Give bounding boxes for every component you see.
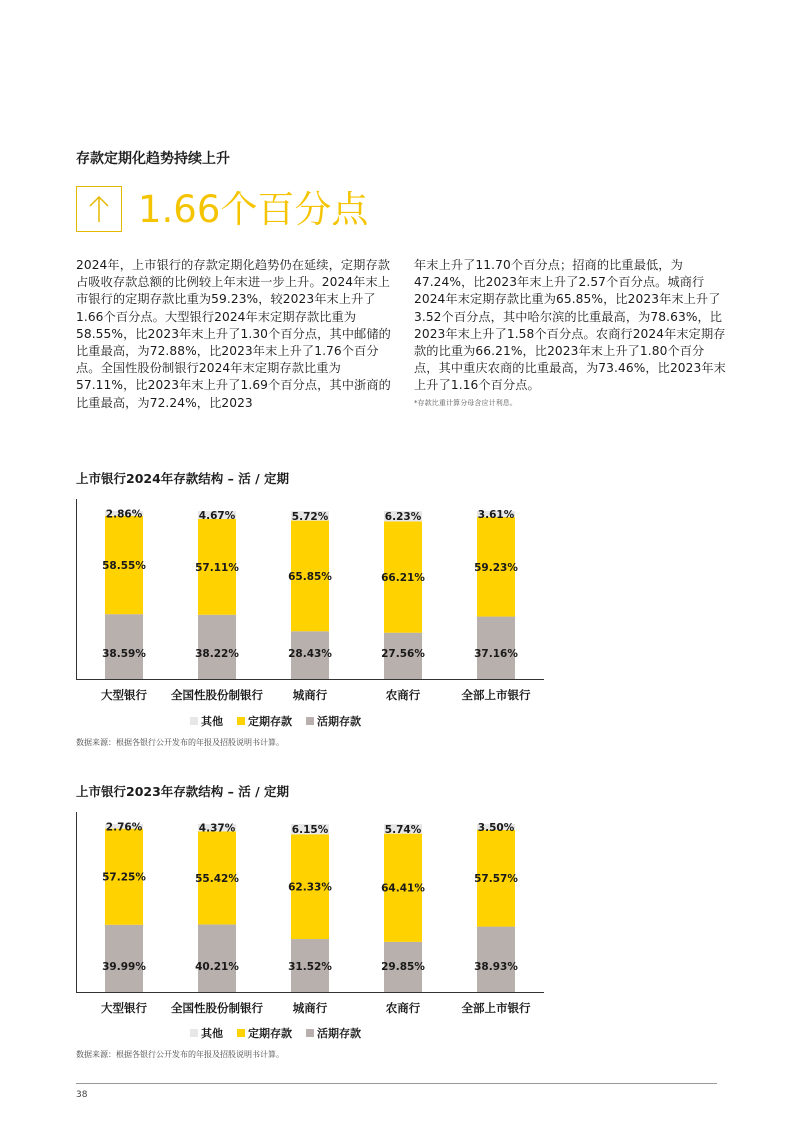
data-label: 40.21% [195,961,239,973]
data-label: 38.22% [195,648,239,660]
bar-segment [477,927,515,992]
data-label: 4.37% [198,822,236,835]
data-label: 55.42% [195,872,239,885]
legend-label: 其他 [201,1027,223,1040]
data-label: 3.61% [477,509,515,522]
legend-item-other [190,713,223,729]
data-label: 64.41% [381,882,425,895]
paragraph-left: 2024年，上市银行的存款定期化趋势仍在延续，定期存款占吸收存款总额的比例较上年末进一步上升。2024年末上市银行的定期存款比重为59.23%，较2023年末上升了1.66个百分点。大型银行2024年末定期存款比重为58.55%，比2023年末上升了1.30个百分点，其中邮储的比重最高，为72.88%，比2023年末上升了1.76个百分点。全国性股份制银行2024年末定期存款比重为57.11%，比2023年末上升了1.69个百分点，其中浙商的比重最高，为72.24%，比2023 [76,258,391,410]
data-label: 39.99% [102,961,146,973]
x-tick-label: 城商行 [292,688,328,702]
chart-2023-svg [76,810,546,1022]
x-tick-label: 全国性股份制银行 [171,688,263,702]
data-label: 29.85% [381,961,425,973]
paragraph-right: 年末上升了11.70个百分点；招商的比重最低，为47.24%，比2023年末上升了2.57个百分点。城商行2024年末定期存款比重为65.85%，比2023年末上升了3.52个百分点，其中哈尔滨的比重最高，为78.63%，比2023年末上升了1.58个百分点。农商行2024年末定期存款的比重为66.21%，比2023年末上升了1.80个百分点，其中重庆农商的比重最高，为73.46%，比2023年末上升了1.16个百分点。 [414,258,726,393]
legend-swatch [190,1029,198,1037]
legend-label: 活期存款 [317,715,361,728]
legend-item-demand-deposit [306,713,361,729]
legend-item-demand-deposit [306,1025,361,1041]
data-label: 59.23% [474,561,518,574]
legend-label: 定期存款 [248,1027,292,1040]
data-label: 57.57% [474,873,518,886]
data-label: 57.25% [102,871,146,884]
bar-segment [105,614,143,679]
data-label: 27.56% [381,648,425,660]
legend-item-time-deposit [237,1025,292,1041]
data-label: 31.52% [288,961,332,973]
chart-2023-source: 数据来源：根据各银行公开发布的年报及招股说明书计算。 [76,1050,284,1059]
x-tick-label: 大型银行 [101,1001,147,1015]
data-label: 57.11% [195,561,239,574]
data-label: 37.16% [474,648,518,660]
legend-label: 其他 [201,715,223,728]
kpi-callout [76,186,368,232]
legend-swatch [190,717,198,725]
legend-swatch [306,1029,314,1037]
chart-2023 [76,810,546,1022]
legend-swatch [237,1029,245,1037]
data-label: 65.85% [288,570,332,583]
footnote: *存款比重计算分母含应计利息。 [414,398,517,407]
x-tick-label: 大型银行 [101,688,147,702]
bar-segment [198,924,236,992]
chart-title-2023: 上市银行2023年存款结构 – 活 / 定期 [76,784,290,799]
x-tick-label: 全国性股份制银行 [171,1001,263,1015]
data-label: 58.55% [102,559,146,572]
arrow-up-icon [76,186,122,232]
data-label: 66.21% [381,572,425,585]
data-label: 6.23% [384,511,422,524]
chart-2024-svg [76,497,546,709]
legend-swatch [237,717,245,725]
kpi-value: 1.66个百分点 [138,187,369,231]
x-tick-label: 全部上市银行 [461,688,531,702]
data-label: 4.67% [198,509,236,522]
body-text-right [414,257,726,408]
x-tick-label: 农商行 [385,1001,421,1015]
chart-2024-source: 数据来源：根据各银行公开发布的年报及招股说明书计算。 [76,738,284,747]
legend-swatch [306,717,314,725]
data-label: 6.15% [291,824,329,837]
data-label: 62.33% [288,881,332,894]
x-tick-label: 农商行 [385,688,421,702]
bar-segment [105,925,143,992]
x-tick-label: 城商行 [292,1001,328,1015]
data-label: 28.43% [288,648,332,660]
data-label: 5.74% [384,823,422,836]
page-number: 38 [76,1090,88,1100]
body-text-left [76,257,394,412]
legend-label: 定期存款 [248,715,292,728]
data-label: 3.50% [477,821,515,834]
legend-label: 活期存款 [317,1027,361,1040]
x-tick-label: 全部上市银行 [461,1001,531,1015]
section-title: 存款定期化趋势持续上升 [76,151,230,167]
data-label: 38.93% [474,961,518,973]
chart-2024-legend [190,713,361,729]
bar-segment [198,615,236,679]
chart-title-2024: 上市银行2024年存款结构 – 活 / 定期 [76,471,290,486]
data-label: 5.72% [291,510,329,523]
data-label: 2.76% [105,821,143,834]
chart-2024 [76,497,546,709]
data-label: 2.86% [105,508,143,521]
data-label: 38.59% [102,648,146,660]
legend-item-time-deposit [237,713,292,729]
chart-2023-legend [190,1025,361,1041]
footer-divider [76,1083,717,1084]
legend-item-other [190,1025,223,1041]
